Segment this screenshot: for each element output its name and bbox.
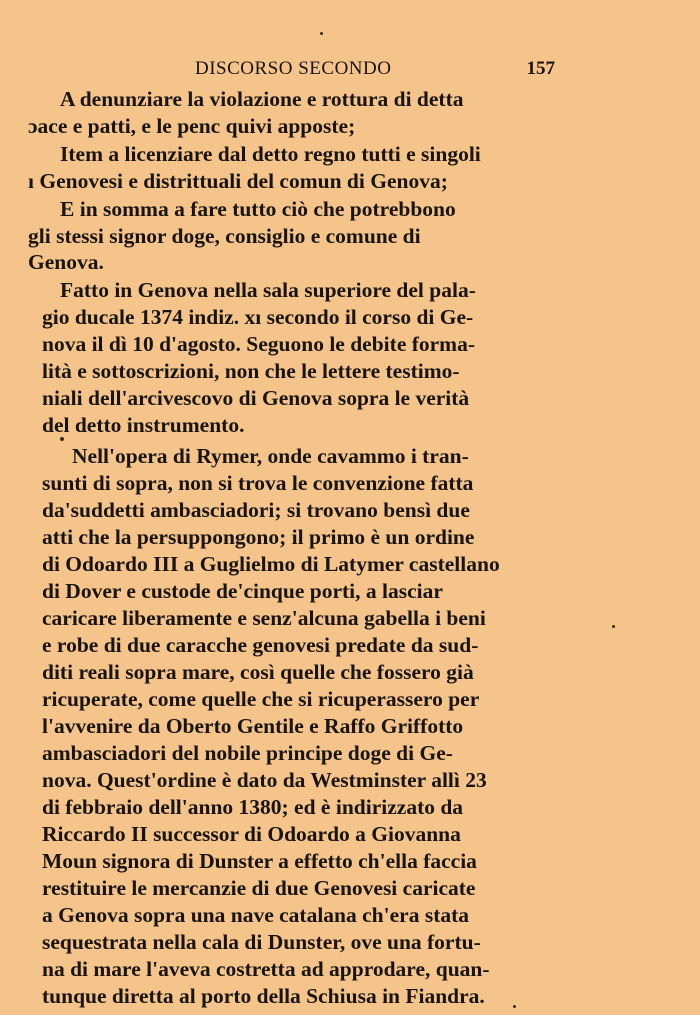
text-line: Moun signora di Dunster a effetto ch'ella faccia <box>42 849 477 873</box>
text-line: di Dover e custode de'cinque porti, a lasciar <box>42 579 443 603</box>
text-line: del detto instrumento. <box>42 413 245 437</box>
text-line: diti reali sopra mare, così quelle che fossero già <box>42 660 474 684</box>
text-line: E in somma a fare tutto ciò che potrebbono <box>60 197 456 221</box>
text-line: sequestrata nella cala di Dunster, ove una fortu- <box>42 930 481 954</box>
text-line: e robe di due caracche genovesi predate da sud- <box>42 633 479 657</box>
text-line: caricare liberamente e senz'alcuna gabella i beni <box>42 606 486 630</box>
text-line: l'avvenire da Oberto Gentile e Raffo Griffotto <box>42 714 464 738</box>
text-line: Nell'opera di Rymer, onde cavammo i tran- <box>72 444 469 468</box>
text-line: di febbraio dell'anno 1380; ed è indirizzato da <box>42 795 464 819</box>
ink-speck <box>513 1005 516 1008</box>
ink-speck <box>320 32 323 35</box>
text-line: ı Genovesi e distrittuali del comun di Genova; <box>28 169 448 193</box>
text-line: nova il dì 10 d'agosto. Seguono le debite forma- <box>42 332 476 356</box>
ink-speck <box>60 437 64 441</box>
text-line: gio ducale 1374 indiz. xı secondo il corso di Ge- <box>42 305 474 329</box>
ink-speck <box>612 625 615 628</box>
text-line: A denunziare la violazione e rottura di detta <box>60 87 464 111</box>
text-line: gli stessi signor doge, consiglio e comune di <box>28 224 421 248</box>
text-line: di Odoardo III a Guglielmo di Latymer castellano <box>42 552 500 576</box>
text-line: Fatto in Genova nella sala superiore del pala- <box>60 278 476 302</box>
text-line: a Genova sopra una nave catalana ch'era stata <box>42 903 470 927</box>
text-line: sunti di sopra, non si trova le convenzione fatta <box>42 471 474 495</box>
text-line: restituire le mercanzie di due Genovesi caricate <box>42 876 476 900</box>
text-line: Item a licenziare dal detto regno tutti e singoli <box>60 142 481 166</box>
text-line: niali dell'arcivescovo di Genova sopra le verità <box>42 386 470 410</box>
text-line: ambasciadori del nobile principe doge di Ge- <box>42 741 453 765</box>
text-line: na di mare l'aveva costretta ad approdare, quan- <box>42 957 490 981</box>
page-header <box>195 58 555 84</box>
text-line: atti che la persuppongono; il primo è un ordine <box>42 525 475 549</box>
text-line: ɔace e patti, e le penc quivi apposte; <box>28 114 356 138</box>
text-line: tunque diretta al porto della Schiusa in Fiandra. <box>42 984 485 1008</box>
text-line: Genova. <box>28 250 104 274</box>
running-title: DISCORSO SECONDO <box>195 58 392 79</box>
text-line: lità e sottoscrizioni, non che le lettere testimo- <box>42 359 460 383</box>
page-number: 157 <box>526 58 555 79</box>
text-line: Riccardo II successor di Odoardo a Giovanna <box>42 822 461 846</box>
text-line: nova. Quest'ordine è dato da Westminster allì 23 <box>42 768 487 792</box>
text-line: da'suddetti ambasciadori; si trovano bensì due <box>42 498 470 522</box>
text-line: ricuperate, come quelle che si ricuperassero per <box>42 687 480 711</box>
